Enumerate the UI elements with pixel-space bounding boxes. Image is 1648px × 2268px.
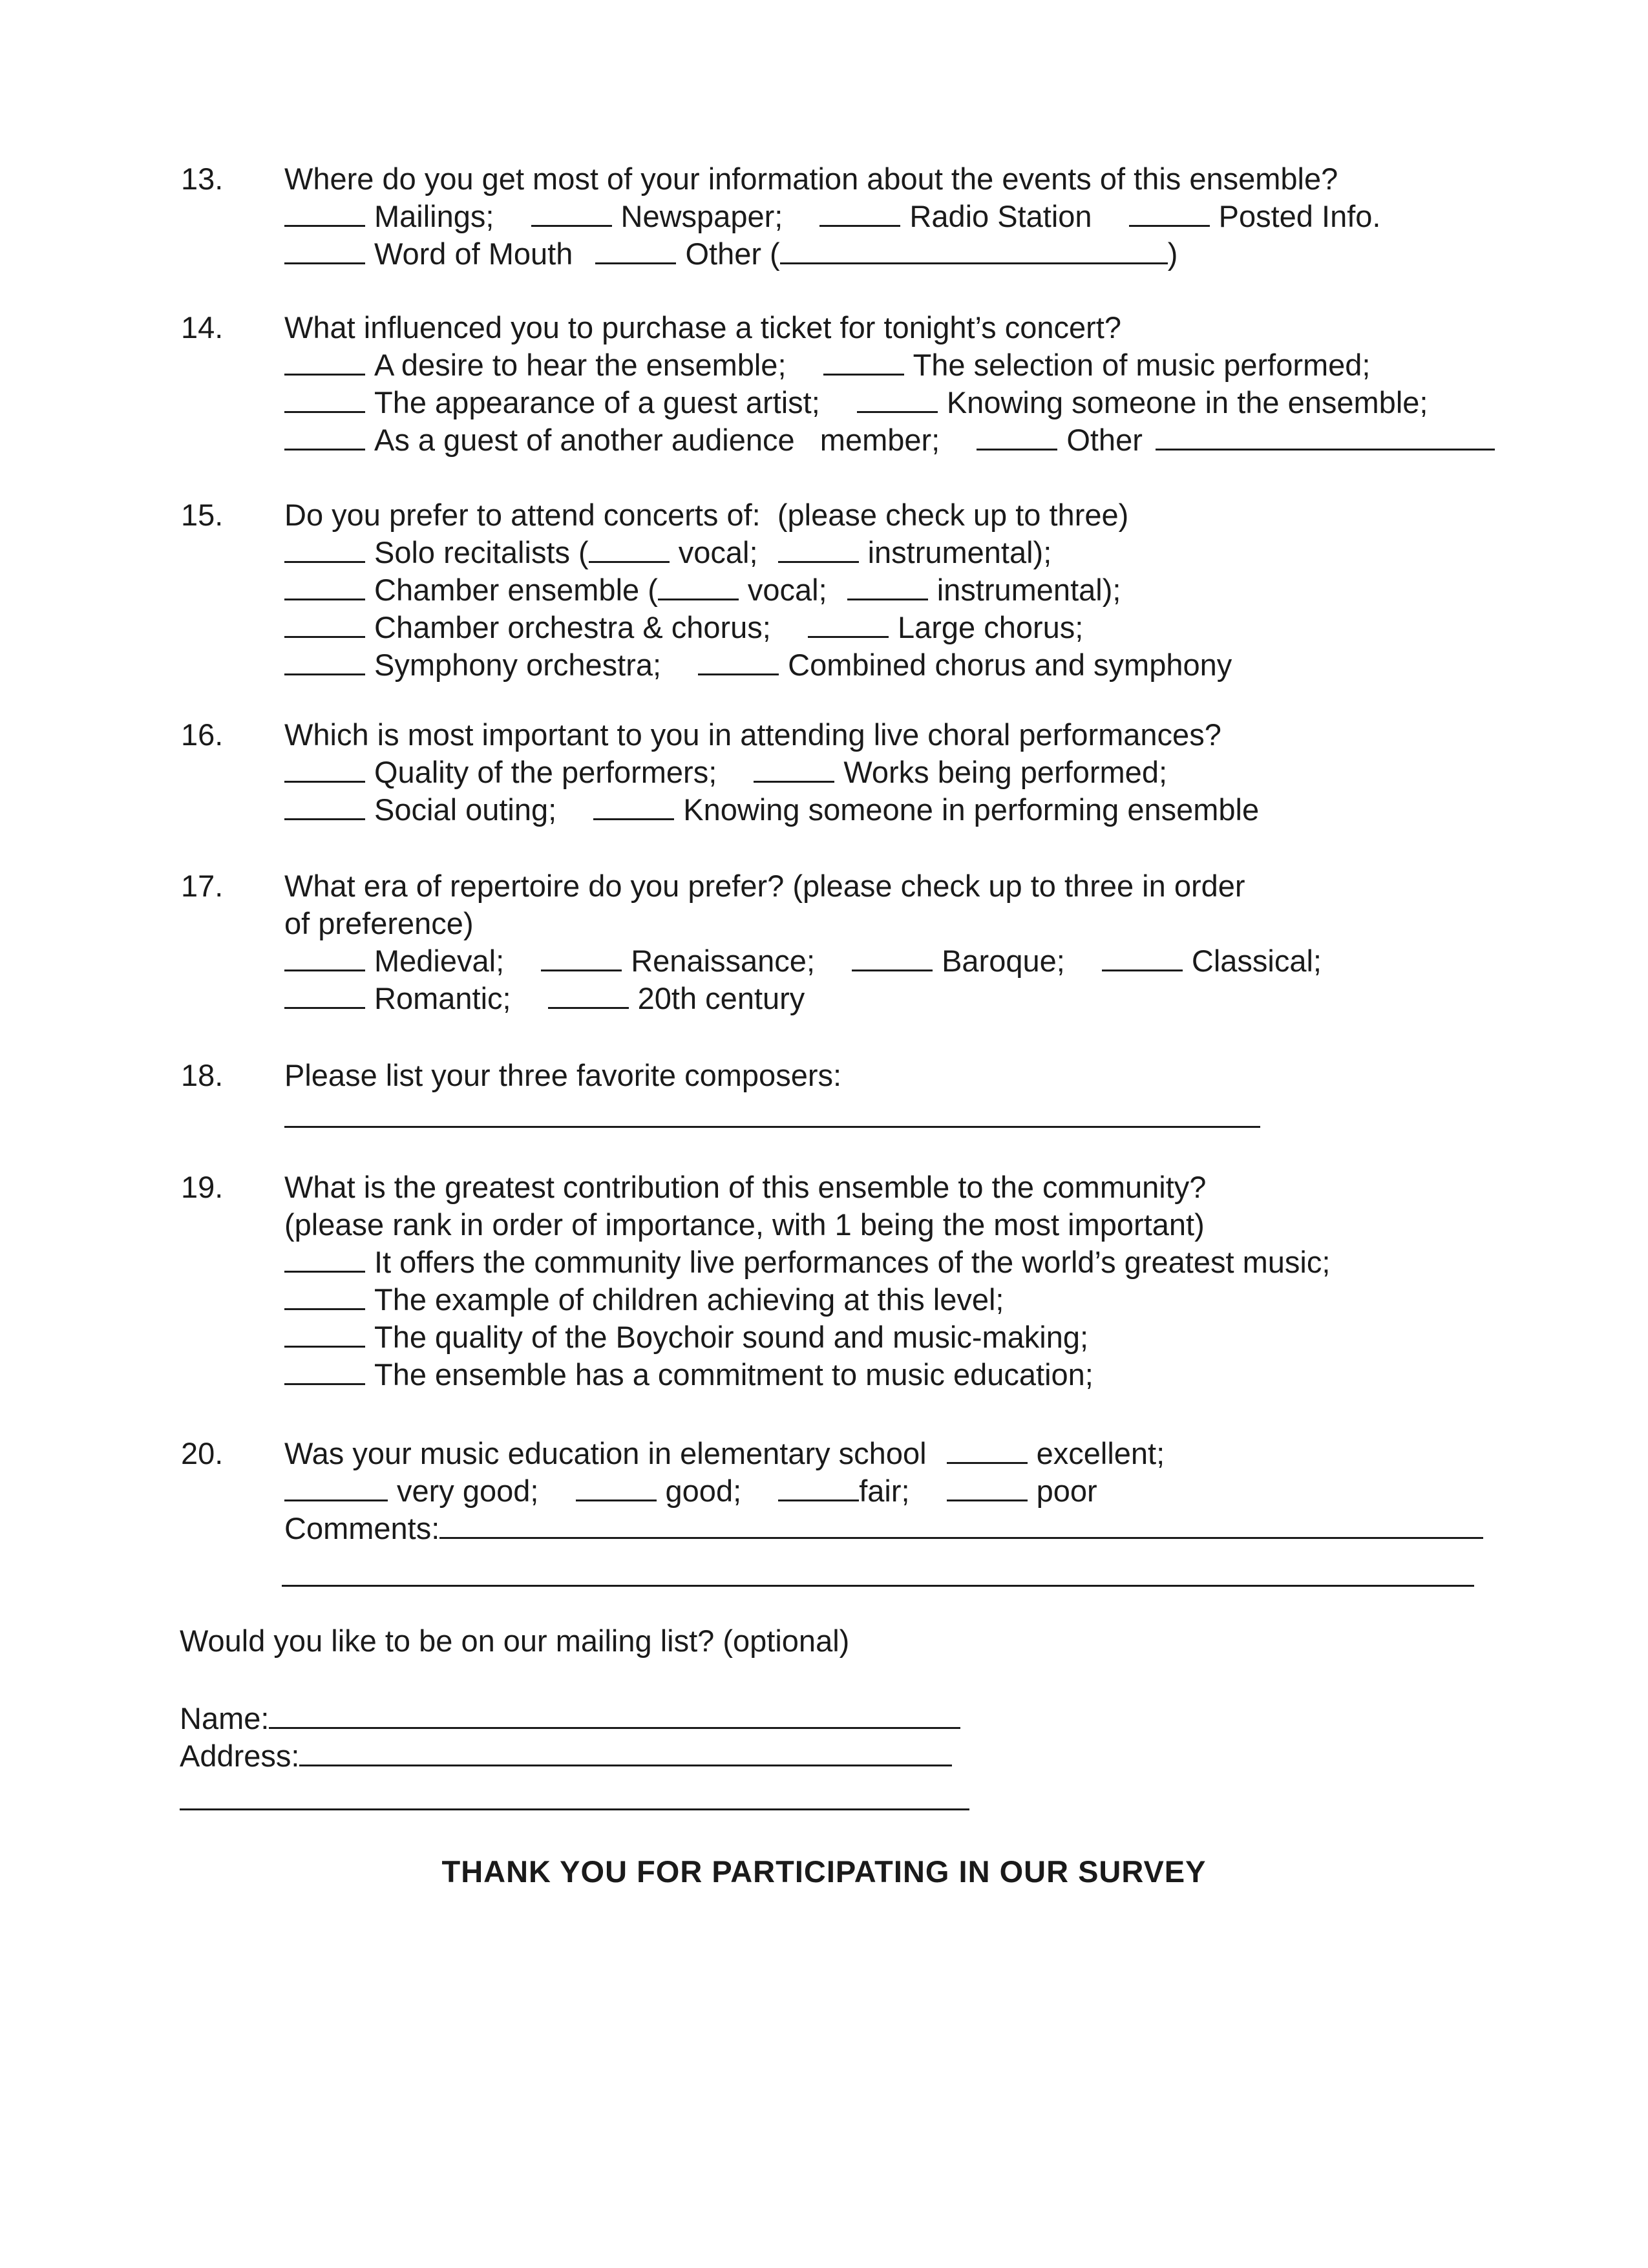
option-label: poor bbox=[1036, 1474, 1097, 1508]
option-label: Radio Station bbox=[909, 199, 1092, 233]
question-prompt: Which is most important to you in attending live choral performances? bbox=[284, 717, 1221, 752]
option-label: Knowing someone in the ensemble; bbox=[946, 385, 1428, 419]
answer-blank[interactable] bbox=[847, 573, 928, 600]
other-fill-line[interactable] bbox=[1156, 423, 1495, 450]
option-label: instrumental); bbox=[936, 573, 1121, 607]
answer-blank[interactable] bbox=[658, 573, 739, 600]
answer-blank[interactable] bbox=[947, 1474, 1028, 1501]
question-number: 15. bbox=[181, 498, 224, 532]
answer-blank[interactable] bbox=[284, 944, 365, 971]
question-number: 16. bbox=[181, 717, 224, 752]
option-label: Renaissance; bbox=[631, 944, 815, 978]
address-field bbox=[180, 1737, 952, 1775]
answer-blank[interactable] bbox=[284, 573, 365, 600]
answer-blank[interactable] bbox=[808, 610, 889, 638]
option-label: Newspaper; bbox=[620, 199, 783, 233]
option-label: very good; bbox=[397, 1474, 539, 1508]
rank-blank[interactable] bbox=[284, 1320, 365, 1348]
answer-blank[interactable] bbox=[589, 535, 670, 563]
answer-blank[interactable] bbox=[284, 199, 365, 227]
option-label: Word of Mouth bbox=[374, 237, 573, 271]
rank-blank[interactable] bbox=[284, 1282, 365, 1310]
comments-line-2[interactable] bbox=[282, 1585, 1474, 1587]
rank-blank[interactable] bbox=[284, 1357, 365, 1385]
closing-message: THANK YOU FOR PARTICIPATING IN OUR SURVEY bbox=[441, 1854, 1207, 1889]
question-prompt-line2: (please rank in order of importance, with 1 being the most important) bbox=[284, 1207, 1205, 1242]
question-prompt: Do you prefer to attend concerts of: (please check up to three) bbox=[284, 498, 1129, 532]
option-label: Knowing someone in performing ensemble bbox=[683, 792, 1260, 827]
answer-blank[interactable] bbox=[1102, 944, 1183, 971]
answer-blank[interactable] bbox=[284, 648, 365, 675]
answer-blank[interactable] bbox=[284, 755, 365, 783]
answer-blank[interactable] bbox=[576, 1474, 657, 1501]
answer-blank[interactable] bbox=[595, 237, 676, 264]
answer-blank[interactable] bbox=[778, 1474, 859, 1501]
option-label: Quality of the performers; bbox=[374, 755, 717, 789]
answer-blank[interactable] bbox=[284, 610, 365, 638]
question-prompt: What era of repertoire do you prefer? (please check up to three in order bbox=[284, 869, 1245, 903]
option-label: The ensemble has a commitment to music education; bbox=[374, 1357, 1093, 1392]
option-label: Solo recitalists ( bbox=[374, 535, 589, 569]
address-label: Address: bbox=[180, 1739, 300, 1773]
question-prompt-line2: of preference) bbox=[284, 906, 474, 940]
answer-blank[interactable] bbox=[531, 199, 612, 227]
option-label: Chamber ensemble ( bbox=[374, 573, 658, 607]
answer-blank[interactable] bbox=[284, 1474, 388, 1501]
option-label: The example of children achieving at this level; bbox=[374, 1282, 1004, 1317]
answer-blank[interactable] bbox=[284, 237, 365, 264]
name-field bbox=[180, 1700, 960, 1737]
answer-blank[interactable] bbox=[548, 981, 629, 1009]
answer-blank[interactable] bbox=[819, 199, 900, 227]
other-fill-line[interactable] bbox=[780, 237, 1168, 264]
answer-blank[interactable] bbox=[698, 648, 779, 675]
rank-blank[interactable] bbox=[284, 1245, 365, 1273]
comments-line[interactable] bbox=[439, 1511, 1483, 1539]
answer-blank[interactable] bbox=[947, 1436, 1028, 1464]
option-label: Classical; bbox=[1191, 944, 1322, 978]
question-number: 13. bbox=[181, 162, 224, 196]
question-number: 18. bbox=[181, 1058, 224, 1092]
option-label: Posted Info. bbox=[1218, 199, 1381, 233]
option-label: Baroque; bbox=[942, 944, 1065, 978]
option-label: vocal; bbox=[678, 535, 758, 569]
question-prompt: What influenced you to purchase a ticket for tonight’s concert? bbox=[284, 310, 1121, 344]
address-input-line[interactable] bbox=[299, 1739, 952, 1766]
name-input-line[interactable] bbox=[269, 1701, 960, 1729]
option-label: Social outing; bbox=[374, 792, 557, 827]
option-label: good; bbox=[665, 1474, 742, 1508]
question-number: 20. bbox=[181, 1436, 224, 1470]
answer-blank[interactable] bbox=[754, 755, 834, 783]
option-label: Romantic; bbox=[374, 981, 511, 1015]
answer-blank[interactable] bbox=[778, 535, 859, 563]
option-label: excellent; bbox=[1036, 1436, 1165, 1470]
composers-answer-line[interactable] bbox=[284, 1126, 1260, 1128]
question-number: 14. bbox=[181, 310, 224, 344]
option-label: Other bbox=[1066, 423, 1143, 457]
answer-blank[interactable] bbox=[857, 385, 938, 413]
question-prompt: Please list your three favorite composers: bbox=[284, 1058, 842, 1092]
name-label: Name: bbox=[180, 1701, 269, 1735]
answer-blank[interactable] bbox=[541, 944, 622, 971]
other-close: ) bbox=[1167, 237, 1178, 271]
option-label: The selection of music performed; bbox=[913, 348, 1371, 382]
option-label: Combined chorus and symphony bbox=[788, 648, 1232, 682]
answer-blank[interactable] bbox=[823, 348, 904, 376]
comments-label: Comments: bbox=[284, 1511, 440, 1545]
option-label: Chamber orchestra & chorus; bbox=[374, 610, 771, 644]
option-label: A desire to hear the ensemble; bbox=[374, 348, 787, 382]
answer-blank[interactable] bbox=[284, 348, 365, 376]
option-label: vocal; bbox=[747, 573, 827, 607]
answer-blank[interactable] bbox=[284, 423, 365, 450]
option-label: The appearance of a guest artist; bbox=[374, 385, 820, 419]
option-label: Medieval; bbox=[374, 944, 505, 978]
answer-blank[interactable] bbox=[284, 792, 365, 820]
option-label: Symphony orchestra; bbox=[374, 648, 662, 682]
option-label: Other ( bbox=[685, 237, 780, 271]
option-label: The quality of the Boychoir sound and music-making; bbox=[374, 1320, 1089, 1354]
option-label: fair; bbox=[859, 1474, 910, 1508]
answer-blank[interactable] bbox=[1129, 199, 1210, 227]
answer-blank[interactable] bbox=[852, 944, 933, 971]
question-number: 17. bbox=[181, 869, 224, 903]
option-label: Large chorus; bbox=[897, 610, 1084, 644]
question-prompt: Where do you get most of your information about the events of this ensemble? bbox=[284, 162, 1338, 196]
answer-blank[interactable] bbox=[593, 792, 674, 820]
option-label: Mailings; bbox=[374, 199, 494, 233]
answer-blank[interactable] bbox=[977, 423, 1057, 450]
address-line-2[interactable] bbox=[180, 1808, 969, 1810]
mailing-list-prompt: Would you like to be on our mailing list? (optional) bbox=[180, 1624, 850, 1658]
question-prompt: Was your music education in elementary school bbox=[284, 1436, 927, 1470]
answer-blank[interactable] bbox=[284, 535, 365, 563]
answer-blank[interactable] bbox=[284, 981, 365, 1009]
option-label: 20th century bbox=[637, 981, 805, 1015]
answer-blank[interactable] bbox=[284, 385, 365, 413]
option-label: Works being performed; bbox=[843, 755, 1168, 789]
option-label: instrumental); bbox=[867, 535, 1052, 569]
option-label: It offers the community live performances of the world’s greatest music; bbox=[374, 1245, 1331, 1279]
question-number: 19. bbox=[181, 1170, 224, 1204]
option-label: As a guest of another audience member; bbox=[374, 423, 940, 457]
question-prompt: What is the greatest contribution of this ensemble to the community? bbox=[284, 1170, 1207, 1204]
